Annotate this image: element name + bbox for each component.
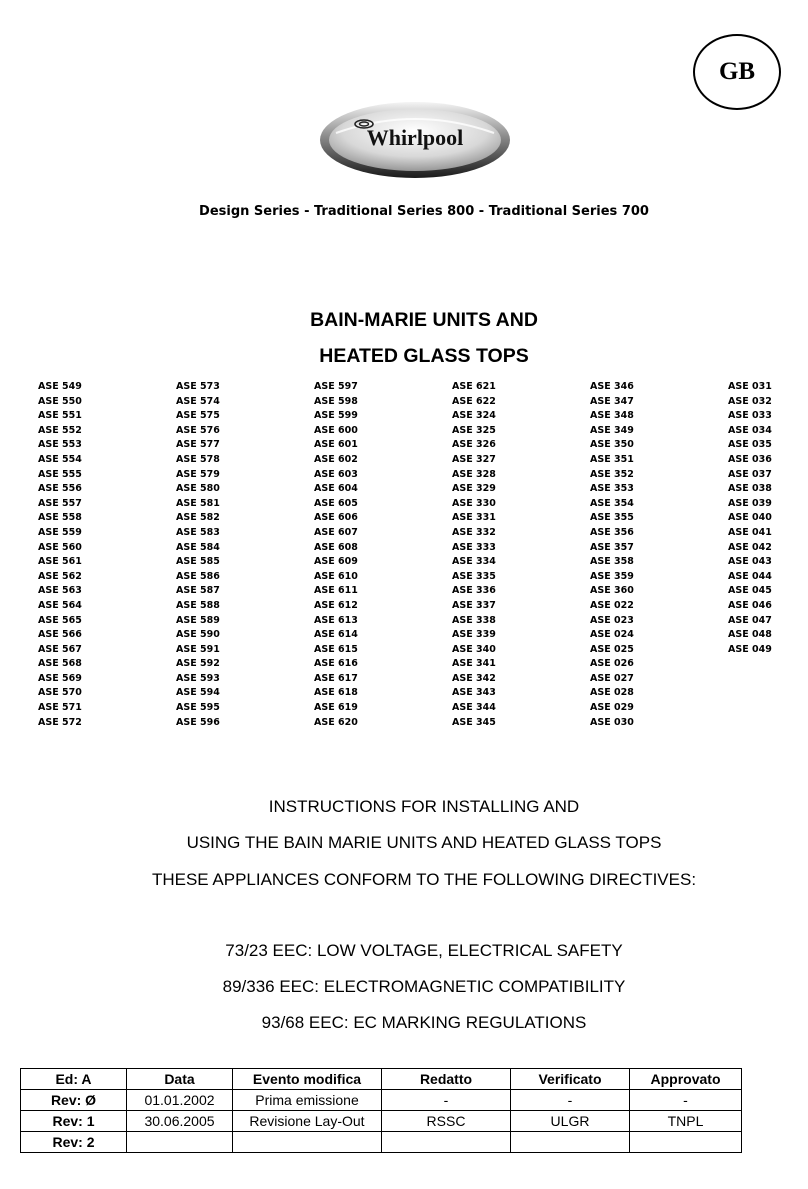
model-code: ASE 335 — [452, 570, 496, 582]
model-code: ASE 345 — [452, 716, 496, 728]
model-code: ASE 607 — [314, 526, 358, 538]
model-code: ASE 047 — [728, 614, 772, 626]
model-code: ASE 602 — [314, 453, 358, 465]
model-code: ASE 032 — [728, 395, 772, 407]
model-code: ASE 023 — [590, 614, 634, 626]
model-code: ASE 337 — [452, 599, 496, 611]
model-code: ASE 025 — [590, 643, 634, 655]
model-code: ASE 588 — [176, 599, 220, 611]
model-code-list — [38, 380, 778, 730]
revision-verified: ULGR — [511, 1111, 630, 1132]
revision-date: 01.01.2002 — [127, 1090, 233, 1111]
revision-approved: TNPL — [630, 1111, 742, 1132]
model-code: ASE 564 — [38, 599, 82, 611]
table-row — [21, 1111, 742, 1132]
model-code: ASE 596 — [176, 716, 220, 728]
model-code: ASE 621 — [452, 381, 496, 392]
model-code: ASE 608 — [314, 541, 358, 553]
model-code: ASE 550 — [38, 395, 82, 407]
model-code: ASE 574 — [176, 395, 220, 407]
model-code: ASE 591 — [176, 643, 220, 655]
model-code: ASE 358 — [590, 556, 634, 568]
model-code: ASE 346 — [590, 381, 634, 392]
model-code: ASE 344 — [452, 702, 496, 714]
model-code: ASE 041 — [728, 526, 772, 538]
revision-approved — [630, 1132, 742, 1153]
model-code: ASE 551 — [38, 410, 82, 422]
model-code: ASE 343 — [452, 687, 496, 699]
model-code: ASE 611 — [314, 585, 358, 597]
model-code: ASE 360 — [590, 585, 634, 597]
model-code: ASE 024 — [590, 629, 634, 641]
model-code: ASE 330 — [452, 497, 496, 509]
model-code: ASE 561 — [38, 556, 82, 568]
revision-header-row — [21, 1069, 742, 1090]
model-code: ASE 328 — [452, 468, 496, 480]
model-code: ASE 605 — [314, 497, 358, 509]
model-code: ASE 325 — [452, 424, 496, 436]
model-code: ASE 575 — [176, 410, 220, 422]
model-code: ASE 554 — [38, 453, 82, 465]
model-code: ASE 558 — [38, 512, 82, 524]
model-code: ASE 567 — [38, 643, 82, 655]
header-date: Data — [127, 1069, 233, 1090]
model-code: ASE 043 — [728, 556, 772, 568]
model-code: ASE 565 — [38, 614, 82, 626]
model-code: ASE 595 — [176, 702, 220, 714]
model-code: ASE 044 — [728, 570, 772, 582]
model-code: ASE 350 — [590, 439, 634, 451]
model-code: ASE 039 — [728, 497, 772, 509]
header-change-event: Evento modifica — [233, 1069, 382, 1090]
model-code: ASE 599 — [314, 410, 358, 422]
model-code: ASE 355 — [590, 512, 634, 524]
model-code: ASE 332 — [452, 526, 496, 538]
revision-verified — [511, 1132, 630, 1153]
model-code: ASE 619 — [314, 702, 358, 714]
model-code-column — [38, 380, 176, 730]
revision-event: Prima emissione — [233, 1090, 382, 1111]
revision-verified: - — [511, 1090, 630, 1111]
model-code: ASE 609 — [314, 556, 358, 568]
instruction-line-2: USING THE BAIN MARIE UNITS AND HEATED GLASS TOPS — [186, 833, 662, 852]
table-row — [21, 1132, 742, 1153]
revision-approved: - — [630, 1090, 742, 1111]
model-code: ASE 556 — [38, 483, 82, 495]
model-code: ASE 329 — [452, 483, 496, 495]
header-verified: Verificato — [511, 1069, 630, 1090]
instruction-line-1: INSTRUCTIONS FOR INSTALLING AND — [268, 797, 580, 816]
model-code: ASE 327 — [452, 453, 496, 465]
directive-emc: 89/336 EEC: ELECTROMAGNETIC COMPATIBILITY — [222, 977, 626, 996]
revision-table — [20, 1068, 742, 1153]
revision-label: Rev: Ø — [21, 1090, 127, 1111]
model-code: ASE 563 — [38, 585, 82, 597]
logo-text: Whirlpool — [366, 125, 464, 150]
model-code: ASE 578 — [176, 453, 220, 465]
model-code: ASE 584 — [176, 541, 220, 553]
model-code: ASE 576 — [176, 424, 220, 436]
model-code: ASE 600 — [314, 424, 358, 436]
model-code: ASE 559 — [38, 526, 82, 538]
header-drafted: Redatto — [382, 1069, 511, 1090]
model-code: ASE 331 — [452, 512, 496, 524]
model-code: ASE 610 — [314, 570, 358, 582]
instruction-line-3: THESE APPLIANCES CONFORM TO THE FOLLOWING DIRECTIVES: — [151, 870, 697, 889]
model-code: ASE 592 — [176, 658, 220, 670]
revision-event: Revisione Lay-Out — [233, 1111, 382, 1132]
model-code: ASE 597 — [314, 381, 358, 392]
revision-date — [127, 1132, 233, 1153]
language-badge: GB — [693, 34, 781, 110]
revision-date: 30.06.2005 — [127, 1111, 233, 1132]
model-code: ASE 356 — [590, 526, 634, 538]
model-code: ASE 029 — [590, 702, 634, 714]
model-code: ASE 334 — [452, 556, 496, 568]
model-code: ASE 030 — [590, 716, 634, 728]
model-code: ASE 590 — [176, 629, 220, 641]
model-code: ASE 586 — [176, 570, 220, 582]
table-row — [21, 1090, 742, 1111]
model-code-column — [728, 380, 778, 730]
model-code: ASE 339 — [452, 629, 496, 641]
revision-label: Rev: 1 — [21, 1111, 127, 1132]
model-code: ASE 582 — [176, 512, 220, 524]
model-code: ASE 601 — [314, 439, 358, 451]
model-code: ASE 036 — [728, 453, 772, 465]
model-code: ASE 620 — [314, 716, 358, 728]
revision-drafted: RSSC — [382, 1111, 511, 1132]
model-code: ASE 342 — [452, 672, 496, 684]
model-code: ASE 357 — [590, 541, 634, 553]
model-code: ASE 026 — [590, 658, 634, 670]
model-code: ASE 571 — [38, 702, 82, 714]
model-code: ASE 604 — [314, 483, 358, 495]
model-code: ASE 593 — [176, 672, 220, 684]
model-code: ASE 612 — [314, 599, 358, 611]
model-code: ASE 594 — [176, 687, 220, 699]
model-code: ASE 326 — [452, 439, 496, 451]
model-code: ASE 566 — [38, 629, 82, 641]
model-code: ASE 040 — [728, 512, 772, 524]
model-code: ASE 606 — [314, 512, 358, 524]
model-code: ASE 549 — [38, 381, 82, 392]
model-code-column — [176, 380, 314, 730]
model-code-column — [452, 380, 590, 730]
model-code: ASE 570 — [38, 687, 82, 699]
model-code: ASE 351 — [590, 453, 634, 465]
model-code: ASE 589 — [176, 614, 220, 626]
model-code: ASE 034 — [728, 424, 772, 436]
model-code: ASE 568 — [38, 658, 82, 670]
revision-label: Rev: 2 — [21, 1132, 127, 1153]
revision-drafted — [382, 1132, 511, 1153]
model-code-column — [590, 380, 728, 730]
model-code: ASE 022 — [590, 599, 634, 611]
model-code-column — [314, 380, 452, 730]
model-code: ASE 338 — [452, 614, 496, 626]
model-code: ASE 348 — [590, 410, 634, 422]
header-approved: Approvato — [630, 1069, 742, 1090]
model-code: ASE 042 — [728, 541, 772, 553]
model-code: ASE 577 — [176, 439, 220, 451]
model-code: ASE 553 — [38, 439, 82, 451]
model-code: ASE 354 — [590, 497, 634, 509]
model-code: ASE 613 — [314, 614, 358, 626]
model-code: ASE 027 — [590, 672, 634, 684]
model-code: ASE 622 — [452, 395, 496, 407]
model-code: ASE 562 — [38, 570, 82, 582]
model-code: ASE 333 — [452, 541, 496, 553]
header-edition: Ed: A — [21, 1069, 127, 1090]
model-code: ASE 336 — [452, 585, 496, 597]
revision-drafted: - — [382, 1090, 511, 1111]
model-code: ASE 359 — [590, 570, 634, 582]
model-code: ASE 045 — [728, 585, 772, 597]
revision-event — [233, 1132, 382, 1153]
title-line-1: BAIN-MARIE UNITS AND — [310, 309, 538, 331]
model-code: ASE 048 — [728, 629, 772, 641]
title-line-2: HEATED GLASS TOPS — [319, 345, 529, 367]
model-code: ASE 033 — [728, 410, 772, 422]
model-code: ASE 587 — [176, 585, 220, 597]
model-code: ASE 583 — [176, 526, 220, 538]
model-code: ASE 035 — [728, 439, 772, 451]
model-code: ASE 617 — [314, 672, 358, 684]
model-code: ASE 585 — [176, 556, 220, 568]
model-code: ASE 353 — [590, 483, 634, 495]
model-code: ASE 347 — [590, 395, 634, 407]
model-code: ASE 580 — [176, 483, 220, 495]
whirlpool-logo — [318, 100, 512, 180]
model-code: ASE 618 — [314, 687, 358, 699]
model-code: ASE 049 — [728, 643, 772, 655]
model-code: ASE 573 — [176, 381, 220, 392]
model-code: ASE 614 — [314, 629, 358, 641]
model-code: ASE 555 — [38, 468, 82, 480]
directive-ec-marking: 93/68 EEC: EC MARKING REGULATIONS — [261, 1013, 587, 1032]
model-code: ASE 038 — [728, 483, 772, 495]
model-code: ASE 579 — [176, 468, 220, 480]
model-code: ASE 615 — [314, 643, 358, 655]
model-code: ASE 031 — [728, 381, 772, 392]
directive-low-voltage: 73/23 EEC: LOW VOLTAGE, ELECTRICAL SAFETY — [225, 941, 623, 960]
model-code: ASE 037 — [728, 468, 772, 480]
model-code: ASE 598 — [314, 395, 358, 407]
model-code: ASE 340 — [452, 643, 496, 655]
model-code: ASE 569 — [38, 672, 82, 684]
model-code: ASE 324 — [452, 410, 496, 422]
model-code: ASE 581 — [176, 497, 220, 509]
model-code: ASE 603 — [314, 468, 358, 480]
model-code: ASE 572 — [38, 716, 82, 728]
series-line: Design Series - Traditional Series 800 - Traditional Series 700 — [199, 204, 649, 219]
model-code: ASE 046 — [728, 599, 772, 611]
model-code: ASE 560 — [38, 541, 82, 553]
model-code: ASE 341 — [452, 658, 496, 670]
model-code: ASE 552 — [38, 424, 82, 436]
model-code: ASE 616 — [314, 658, 358, 670]
model-code: ASE 557 — [38, 497, 82, 509]
model-code: ASE 349 — [590, 424, 634, 436]
model-code: ASE 028 — [590, 687, 634, 699]
model-code: ASE 352 — [590, 468, 634, 480]
